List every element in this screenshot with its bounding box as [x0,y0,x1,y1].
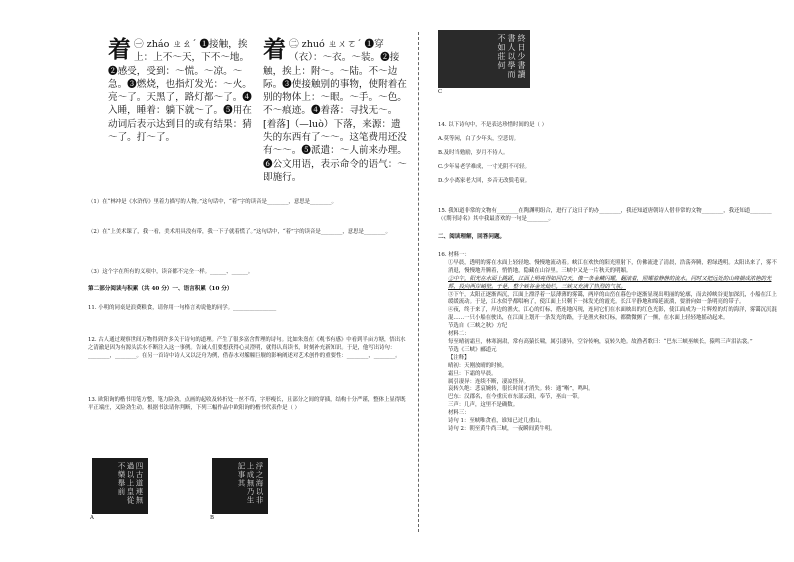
entry-definition: ㊀ zháo ㄓㄠˊ ❶接触，挨上：上不～天，下不～地。❷感受，受到：～慌。～凉。～急。❸燃烧，也指灯发光：～火。亮～了。天黑了，路灯都～了。❹入睡，睡着：躺下就～了。❺用在动词后表示达到目的或有结果：猜～了。打～了。 [108,39,252,144]
note-6: 三声：几声，这里不是确数。 [448,402,519,409]
entry-definition: ㊁ zhuó ㄓㄨㄛˊ ❶穿（衣）：～衣。～装。❷接触，挨上：附～。～陆。不～边际。❸使接触别的事物，使附着在别的物体上：～眼。～手。～色。不～痕迹。❹着落：寻找无～。[着落]（—luò）下落，来源：遗失的东西有了～～。这笔费用还没有～～。❺派遣：～人前来办理。❻公文用语，表示命令的语气：～即施行。 [263,39,407,183]
question-1: （1）在“林冲是《水浒传》里着力描写的人物。”这句话中，“着”字的读音是________，意思是________。 [88,199,337,205]
material-1-para-1: ①早晨，透明的雾在水面上轻轻地、慢慢地流动着。峡江在欢快的阳光照射下，仿佛流进了清晨，浩荡奔腾，碧绿透明。太阳出来了，雾不消退，慢慢地升腾着，悄悄地，隐藏在山谷里。三峡中又是一片秋天的明媚。 [448,259,777,274]
poem-line-1: 诗句 1：至峡唯贪看，谁知已过几重山。 [448,418,545,425]
notes-heading: 【注释】 [448,354,470,361]
column-divider [418,32,419,532]
calligraphy-image-c: 終日少書讀書人以學而不如莊何 [438,30,530,88]
part-two-heading: 第二部分阅读与积累（共 40 分）一、语言积累（10 分） [88,286,233,292]
option-label-c: C [438,89,443,95]
entry-character: 着 [263,36,286,63]
section-reading-heading: 二、阅读理解，回答问题。 [438,234,506,240]
question-15: 15. 我知道非常的文物有________在陶渊明组合，进行了这日子的办________，我还知道唐朝诗人借非常的文物________，我还知道________（《期刊诗名》其中我最喜欢的一句是________。 [438,208,772,222]
material-2-heading: 材料二： [448,331,470,338]
option-a: A.莫等闲，白了少年头，空悲切。 [438,135,520,142]
dictionary-entry-zhao [108,38,253,144]
material-3-heading: 材料三： [448,410,470,417]
material-2-source: 节选《三峡》郦道元 [448,346,497,353]
left-column [88,36,408,521]
question-11: 11. 小明的同桌是浪费粮食，请你用一句格言劝说他的同学。________________ [88,305,277,311]
question-12: 12. 古人通过观察世间万物得到许多关于诗句的道理。产生了很多富含哲理的诗句。比如朱熹在《观书有感》中看到半亩方塘，悟出水之清澈是因为有源头活水不断注入这一事例。告诫人们要想获得心灵澄明，就得认真读书，时刻补充新知识。于是，他写出诗句：________，________。在另一首诗中诗人又以泛舟为例，借春水对艨艟巨舰的影响阐述对艺术创作的重要性：________，________。 [88,337,406,359]
material-2-text: 每至晴初霜旦，林寒涧肃，常有高猿长啸，属引凄异，空谷传响，哀转久绝。故渔者歌曰：“巴东三峡巫峡长，猿鸣三声泪沾裳。” [448,338,753,345]
option-d: D.少小离家老大回，乡音无改鬓毛衰。 [438,177,531,184]
option-label-a: A [90,515,94,521]
material-1-para-3: ③下午，太阳正逐渐西沉，江面上漂浮着一层薄薄的雾霭，两岸的山峦在暮色中逐渐显现出明丽的轮廓，而去掉峡谷更加深沉，小船在江上缓缓流动。于是，江水似乎都唱响了，使江面上只剩下一抹发光的霞光。长江平静地和绵延流淌，要滑向如一条明亮的带子。 [448,291,777,306]
dictionary-entries [88,38,408,188]
question-13: 13. 欧阳询的楷书用笔方整，笔力险劲，点画的起收及转折处一丝不苟，字形瘦长，且部分之间的穿插，结构十分严谨，整体上显得既平正端庄，又险劲生动。根据书法请你判断，下列三幅作品中欧阳询的楷书代表作是（ ） [88,397,406,411]
option-b: B.及时当勉励，岁月不待人。 [438,149,509,156]
poem-line-2: 诗句 2：朝至黄牛尚三峡，一夜瞬间黄牛明。 [448,425,556,432]
note-5: 巴东：汉郡名，在今重庆市东部云阳，奉节，巫山一带。 [448,394,583,401]
dictionary-entry-zhuo [263,38,408,184]
calligraphy-options [88,458,408,522]
note-4: 哀转久绝：悲哀婉转，很长时间才消失。转：通“啭”，鸣叫。 [448,386,594,393]
question-3: （3）这个字在所有的义项中，读音都不完全一样。______、______。 [88,269,254,275]
note-1: 晴初：天刚放晴的时候。 [448,362,508,369]
calligraphy-image-b: 浮之海以非上成無乃生記事其 [212,458,268,514]
option-c: C.少年易老学难成，一寸光阴不可轻。 [438,163,530,170]
question-16: 16. 材料一： ①早晨，透明的雾在水面上轻轻地、慢慢地流动着。峡江在欢快的阳光照射下，仿佛流进了清晨，浩荡奔腾，碧绿透明。太阳出来了，雾不消退，慢慢地升腾着，悄悄地，隐藏在山谷里。三峡中又是一片秋天的明媚。 ②中午，阳光在水面上跳跃，江面上明亮得如同白天，像一条金鳞闪耀，翻滚着，照耀着静静的流水。同时又把远处的山峰描成浓艳的光辉，投向两岸峭壁。于是，整个峡谷金光灿烂，三峡又充满了热烈的气氛。 ③下午，太阳正逐渐西沉，江面上漂浮着一层薄薄的雾霭，两岸的山峦在暮色中逐渐显现出明丽的轮廓，而去掉峡谷更加深沉，小船在江上缓缓流动。于是，江水似乎都唱响了，使江面上只剩下一抹发光的霞光。长江平静地和绵延流淌，要滑向如一条明亮的带子。 ④夜，终于来了，岸边的渔火，江心的灯标，搭连地闪现，连同它们在水面映出的红色光影，使江面成为一片辉煌的灯的海洋，雾霭沉沉混混……一只小船在驶出，在江面上划开一条发光的路，于是渔火和灯标，都微微颤了一颤，在水面上轻轻地摇动起来。 节选自《三峡之秋》方纪 材料二： 每至晴初霜旦，林寒涧肃，常有高猿长啸，属引凄异，空谷传响，哀转久绝。故渔者歌曰：“巴东三峡巫峡长，猿鸣三声泪沾裳。” 节选《三峡》郦道元 【注释】 晴初：天刚放晴的时候。 霜旦：下霜的早晨。 属引凄异：连续不断，凄凉怪异。 哀转久绝：悲哀婉转，很长时间才消失。转：通“啭”，鸣叫。 巴东：汉郡名，在今重庆市东部云阳，奉节，巫山一带。 三声：几声，这里不是确数。 材料三： 诗句 1：至峡唯贪看，谁知已过几重山。 诗句 2：朝至黄牛尚三峡，一夜瞬间黄牛明。 [438,252,777,432]
entry-character: 着 [108,36,131,63]
note-3: 属引凄异：连续不断，凄凉怪异。 [448,378,529,385]
material-1-para-2: ②中午，阳光在水面上跳跃，江面上明亮得如同白天，像一条金鳞闪耀，翻滚着，照耀着静静的流水。同时又把远处的山峰描成浓艳的光辉，投向两岸峭壁。于是，整个峡谷金光灿烂，三峡又充满了热烈的气氛。 [448,275,772,290]
calligraphy-image-a: 四古道連無過以上皇從不樂舉前 [92,458,148,514]
option-label-b: B [210,515,214,521]
material-1-para-4: ④夜，终于来了，岸边的渔火，江心的灯标，搭连地闪现，连同它们在水面映出的红色光影，使江面成为一片辉煌的灯的海洋，雾霭沉沉混混……一只小船在驶出，在江面上划开一条发光的路，于是渔火和灯标，都微微颤了一颤，在水面上轻轻地摇动起来。 [448,307,777,322]
question-2: （2）在“上美术课了，我一看，美术用具没有带，我一下子就着慌了。”这句话中，“着”字的读音是________，意思是________。 [88,229,391,235]
note-2: 霜旦：下霜的早晨。 [448,370,497,377]
material-1-source: 节选自《三峡之秋》方纪 [448,323,508,330]
question-14: 14. 以下诗句中，不是表达珍惜时间的是（ ） A.莫等闲，白了少年头，空悲切。 B.及时当勉励，岁月不待人。 C.少年易老学难成，一寸光阴不可轻。 D.少小离家老大回，乡音无改鬓毛衰。 [438,122,778,186]
